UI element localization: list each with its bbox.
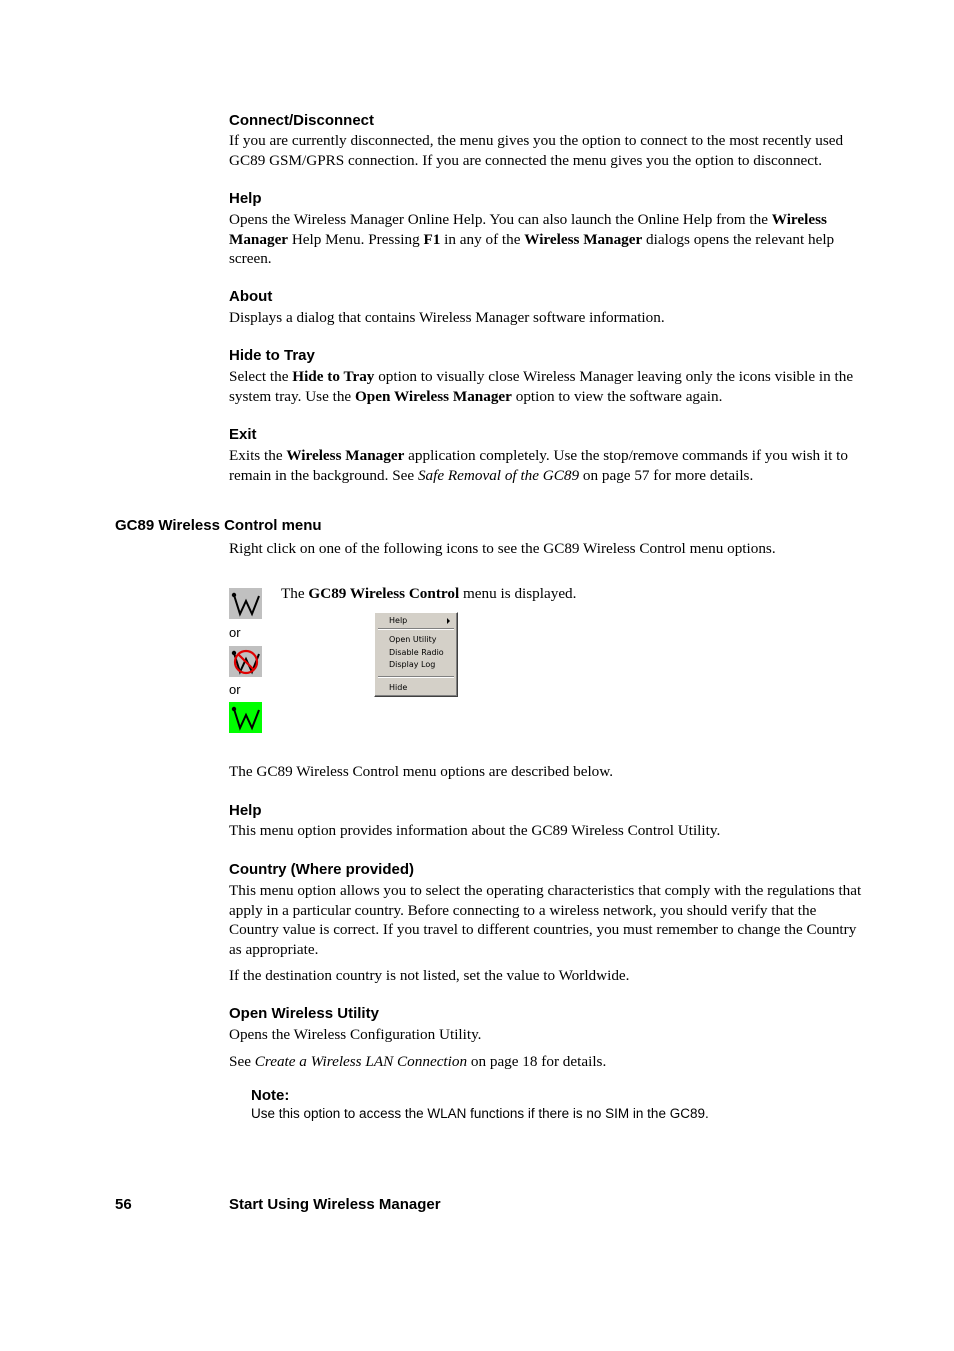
submenu-arrow-icon: [447, 618, 450, 624]
paragraph-help: Opens the Wireless Manager Online Help. You can also launch the Online Help from the Wireless Manager Help Menu. Pressing F1 in any of the Wireless Manager dialogs opens the relevant help screen.: [229, 211, 835, 267]
heading-help: Help: [229, 190, 262, 207]
paragraph-country-worldwide: If the destination country is not listed, set the value to Worldwide.: [229, 967, 630, 984]
heading-exit: Exit: [229, 426, 257, 443]
paragraph-see-create-connection: See Create a Wireless LAN Connection on page 18 for details.: [229, 1053, 607, 1070]
paragraph-hide-to-tray: Select the Hide to Tray option to visually close Wireless Manager leaving only the icons visible in the system tray. Use the Open Wireless Manager option to view the software again.: [229, 368, 854, 405]
heading-country: Country (Where provided): [229, 861, 415, 878]
menu-item-open-utility[interactable]: Open Utility: [389, 635, 437, 644]
heading-hide-to-tray: Hide to Tray: [229, 347, 315, 364]
or-label: or: [229, 625, 241, 640]
menu-separator: [378, 676, 454, 678]
menu-item-hide[interactable]: Hide: [389, 683, 408, 692]
heading-open-wireless-utility: Open Wireless Utility: [229, 1005, 379, 1022]
wireless-active-icon: [229, 702, 262, 733]
footer-chapter-title: Start Using Wireless Manager: [229, 1196, 441, 1213]
paragraph-wireless-help: This menu option provides information about the GC89 Wireless Control Utility.: [229, 822, 721, 839]
menu-item-disable-radio[interactable]: Disable Radio: [389, 648, 444, 657]
menu-item-help[interactable]: Help: [389, 616, 408, 625]
wireless-gray-icon: [229, 588, 262, 619]
paragraph-section-intro: Right click on one of the following icons to see the GC89 Wireless Control menu options.: [229, 540, 776, 557]
note-heading: Note:: [251, 1087, 290, 1104]
menu-item-display-log[interactable]: Display Log: [389, 660, 436, 669]
paragraph-options-described: The GC89 Wireless Control menu options are described below.: [229, 763, 614, 780]
paragraph-exit: Exits the Wireless Manager application completely. Use the stop/remove commands if you wish it to remain in the background. See Safe Removal of the GC89 on page 57 for more details.: [229, 447, 848, 484]
paragraph-connect-disconnect: If you are currently disconnected, the menu gives you the option to connect to the most recently used GC89 GSM/GPRS connection. If you are connected the menu gives you the option to disconnect.: [229, 132, 844, 169]
heading-about: About: [229, 288, 273, 305]
paragraph-country: This menu option allows you to select the operating characteristics that comply with the regulations that apply in a particular country. Before connecting to a wireless network, you should verify that the Country value is correct. If you travel to different countries, you must remember to change the Country as appropriate.: [229, 882, 862, 958]
section-heading-gc89-wireless-control-menu: GC89 Wireless Control menu: [115, 517, 322, 534]
or-label: or: [229, 682, 241, 697]
wireless-disabled-icon: [229, 646, 262, 677]
context-menu: [374, 612, 458, 697]
page-number: 56: [115, 1196, 132, 1213]
paragraph-about: Displays a dialog that contains Wireless Manager software information.: [229, 309, 665, 326]
paragraph-open-wireless-utility: Opens the Wireless Configuration Utility.: [229, 1026, 482, 1043]
note-text: Use this option to access the WLAN functions if there is no SIM in the GC89.: [251, 1106, 709, 1121]
caption-menu-displayed: The GC89 Wireless Control menu is displayed.: [281, 585, 577, 602]
heading-wireless-help: Help: [229, 802, 262, 819]
heading-connect-disconnect: Connect/Disconnect: [229, 112, 375, 129]
menu-separator: [378, 628, 454, 630]
